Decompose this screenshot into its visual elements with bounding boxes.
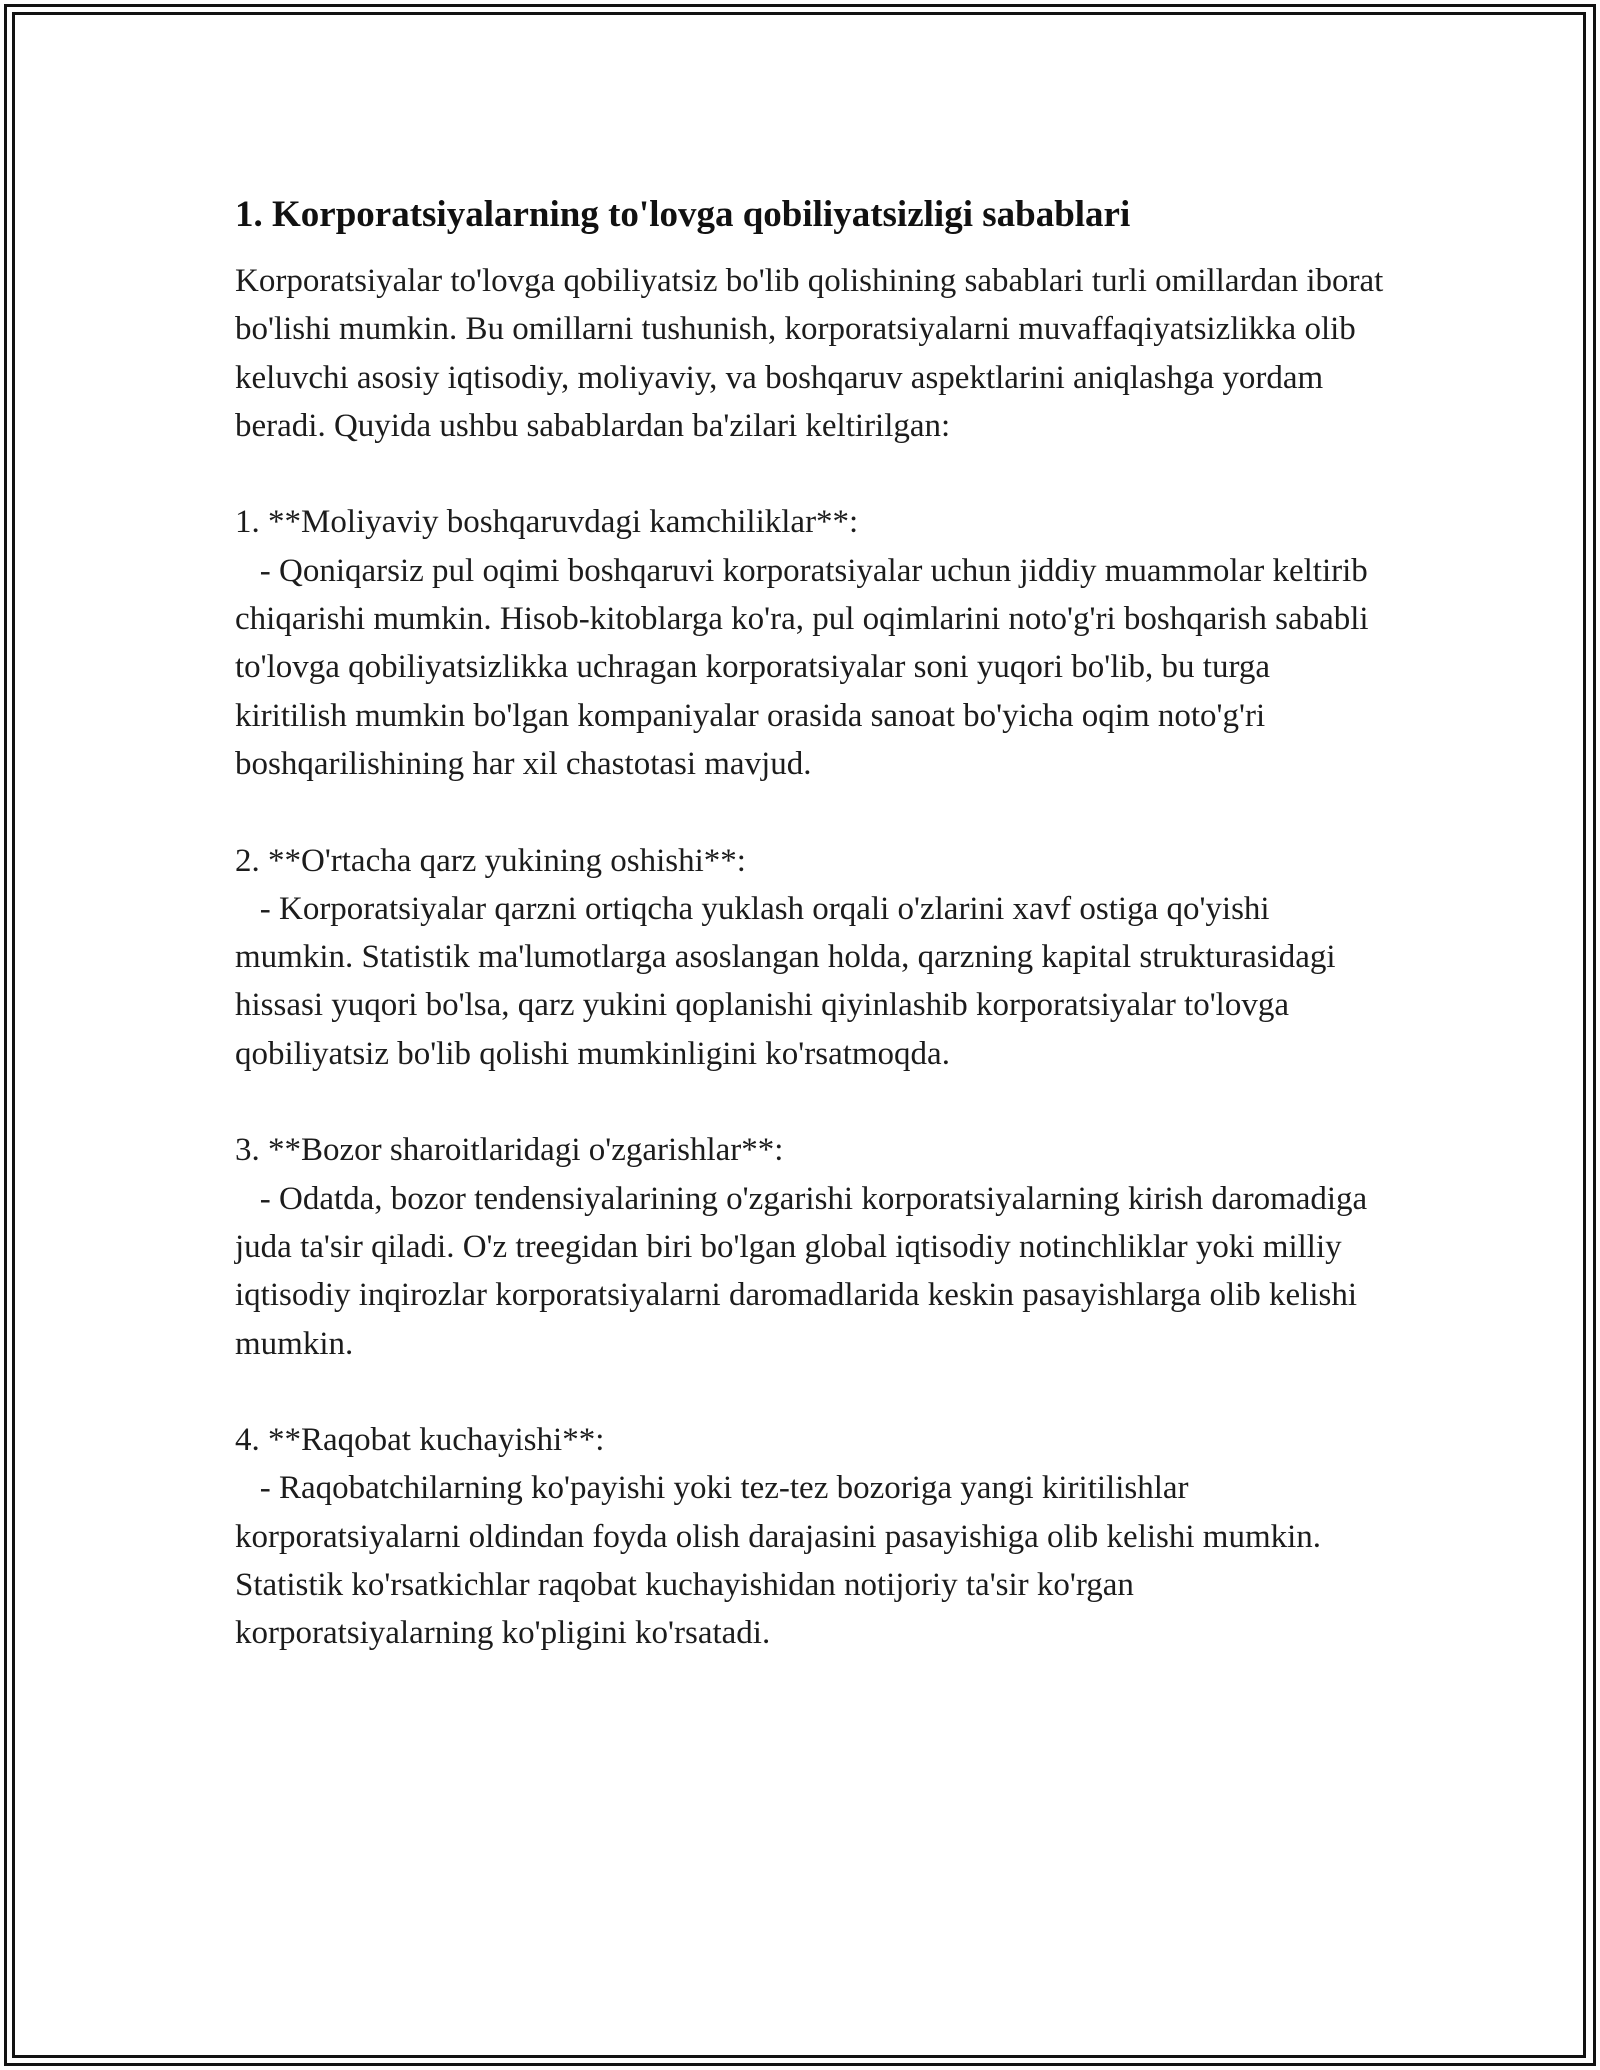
section-paragraph: - Korporatsiyalar qarzni ortiqcha yuklash orqali o'zlarini xavf ostiga qo'yishi mumkin. Statistik ma'lumotlarga asoslangan holda, qarzning kapital strukturasidagi hissasi yuqori bo'lsa, qarz yukini qoplanishi qiyinlashib korporatsiyalar to'lovga qobiliyatsiz bo'lib qolishi mumkinligini ko'rsatmoqda. xyxy=(235,890,1344,1072)
section-paragraph: - Odatda, bozor tendensiyalarining o'zgarishi korporatsiyalarning kirish daromadiga juda ta'sir qiladi. O'z treegidan biri bo'lgan global iqtisodiy notinchliklar yoki milliy iqtisodiy inqirozlar korporatsiyalarni daromadlarida keskin pasayishlarga olib kelishi mumkin. xyxy=(235,1180,1376,1362)
section-3 xyxy=(235,1126,1385,1367)
section-paragraph: - Raqobatchilarning ko'payishi yoki tez-tez bozoriga yangi kiritilishlar korporatsiyalarni oldindan foyda olish darajasini pasayishiga olib kelishi mumkin. Statistik ko'rsatkichlar raqobat kuchayishidan notijoriy ta'sir ko'rgan korporatsiyalarning ko'pligini ko'rsatadi. xyxy=(235,1470,1330,1652)
section-heading: 4. **Raqobat kuchayishi**: xyxy=(235,1422,605,1459)
section-1 xyxy=(235,498,1385,788)
section-4 xyxy=(235,1416,1385,1657)
document-title: 1. Korporatsiyalarning to'lovga qobiliyatsizligi sabablari xyxy=(235,194,1131,235)
intro-paragraph: Korporatsiyalar to'lovga qobiliyatsiz bo'lib qolishining sabablari turli omillardan iborat bo'lishi mumkin. Bu omillarni tushunish, korporatsiyalarni muvaffaqiyatsizlikka olib keluvchi asosiy iqtisodiy, moliyaviy, va boshqaruv aspektlarini aniqlashga yordam beradi. Quyida ushbu sabablardan ba'zilari keltirilgan: xyxy=(235,263,1392,444)
section-heading: 1. **Moliyaviy boshqaruvdagi kamchiliklar**: xyxy=(235,504,859,541)
section-paragraph: - Qoniqarsiz pul oqimi boshqaruvi korporatsiyalar uchun jiddiy muammolar keltirib chiqarishi mumkin. Hisob-kitoblarga ko'ra, pul oqimlarini noto'g'ri boshqarish sababli to'lovga qobiliyatsizlikka uchragan korporatsiyalar soni yuqori bo'lib, bu turga kiritilish mumkin bo'lgan kompaniyalar orasida sanoat bo'yicha oqim noto'g'ri boshqarilishining har xil chastotasi mavjud. xyxy=(235,552,1377,782)
section-2 xyxy=(235,837,1385,1078)
section-heading: 3. **Bozor sharoitlaridagi o'zgarishlar**: xyxy=(235,1132,784,1169)
document-body xyxy=(235,185,1392,1658)
section-heading: 2. **O'rtacha qarz yukining oshishi**: xyxy=(235,842,746,879)
